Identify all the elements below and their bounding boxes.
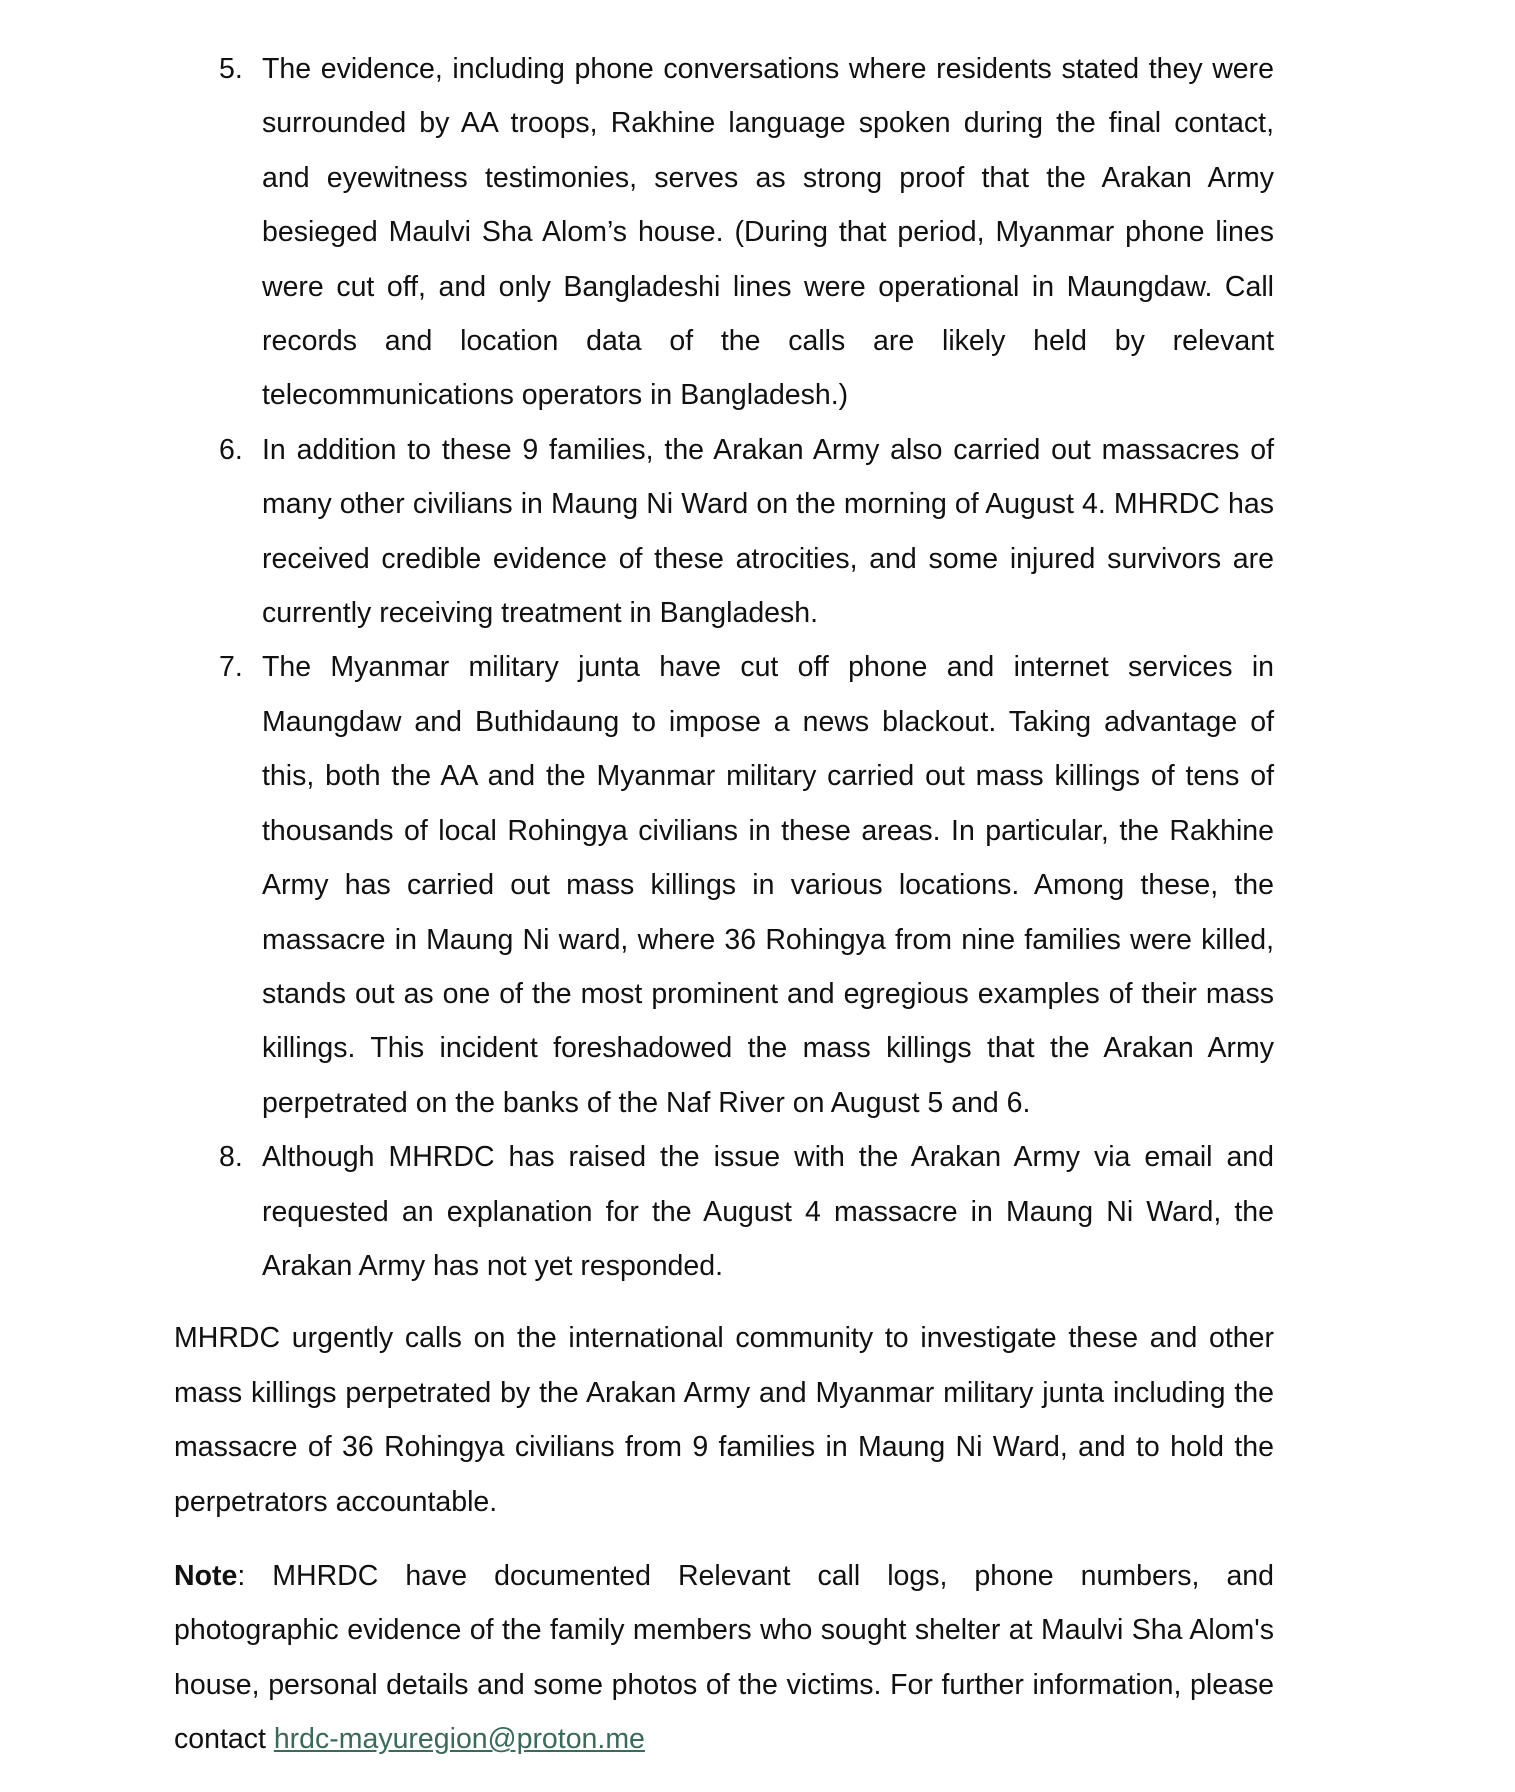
note-text: : MHRDC have documented Relevant call logs, phone numbers, and photographic evidence of the family members who sought shelter at Maulvi Sha Alom's house, personal details and some photos of the victims. For further information, please contact xyxy=(174,1559,1274,1756)
list-item-text: In addition to these 9 families, the Arakan Army also carried out massacres of many other civilians in Maung Ni Ward on the morning of August 4. MHRDC has received credible evidence of these atrocities, and some injured survivors are currently receiving treatment in Bangladesh. xyxy=(262,433,1274,630)
list-item-text: The Myanmar military junta have cut off phone and internet services in Maungdaw and Buthidaung to impose a news blackout. Taking advantage of this, both the AA and the Myanmar military carried out mass killings of tens of thousands of local Rohingya civilians in these areas. In particular, the Rakhine Army has carried out mass killings in various locations. Among these, the massacre in Maung Ni ward, where 36 Rohingya from nine families were killed, stands out as one of the most prominent and egregious examples of their mass killings. This incident foreshadowed the mass killings that the Arakan Army perpetrated on the banks of the Naf River on August 5 and 6. xyxy=(262,651,1274,1119)
list-item-number: 7. xyxy=(219,651,243,684)
list-item-5 xyxy=(174,42,1274,423)
list-item-7 xyxy=(174,640,1274,1130)
list-item-number: 5. xyxy=(219,53,243,85)
list-item-6 xyxy=(174,423,1274,641)
document-page xyxy=(174,42,1274,1767)
list-item-number: 8. xyxy=(219,1141,243,1174)
note-paragraph xyxy=(174,1549,1274,1767)
note-label: Note xyxy=(174,1559,238,1592)
list-item-8 xyxy=(174,1130,1274,1293)
list-item-text: The evidence, including phone conversations where residents stated they were surrounded by AA troops, Rakhine language spoken during the final contact, and eyewitness testimonies, serves as strong proof that the Arakan Army besieged Maulvi Sha Alom’s house. (During that period, Myanmar phone lines were cut off, and only Bangladeshi lines were operational in Maungdaw. Call records and location data of the calls are likely held by relevant telecommunications operators in Bangladesh.) xyxy=(262,53,1274,412)
list-item-number: 6. xyxy=(219,433,243,466)
numbered-list xyxy=(174,42,1274,1293)
contact-email-link[interactable]: hrdc-mayuregion@proton.me xyxy=(273,1723,645,1756)
closing-paragraph: MHRDC urgently calls on the international community to investigate these and other mass killings perpetrated by the Arakan Army and Myanmar military junta including the massacre of 36 Rohingya civilians from 9 families in Maung Ni Ward, and to hold the perpetrators accountable. xyxy=(174,1322,1274,1518)
list-item-text: Although MHRDC has raised the issue with the Arakan Army via email and requested an explanation for the August 4 massacre in Maung Ni Ward, the Arakan Army has not yet responded. xyxy=(262,1141,1274,1282)
